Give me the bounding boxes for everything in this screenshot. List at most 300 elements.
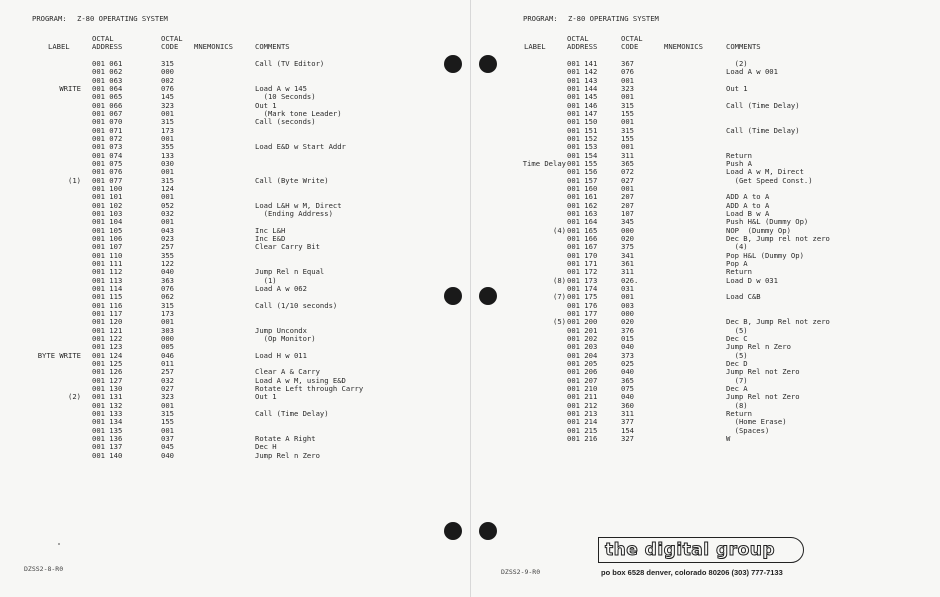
row-comment: (10 Seconds) bbox=[255, 92, 316, 102]
row-code: 001 bbox=[621, 92, 634, 102]
listing-row bbox=[471, 218, 940, 226]
row-comment: NOP (Dummy Op) bbox=[726, 225, 791, 235]
listing-row bbox=[0, 377, 470, 385]
listing-row bbox=[471, 260, 940, 268]
listing-row bbox=[0, 302, 470, 310]
row-address: 001 147 bbox=[567, 108, 598, 118]
row-code: 001 bbox=[161, 108, 174, 118]
row-code: 363 bbox=[161, 275, 174, 285]
row-comment: Out 1 bbox=[726, 83, 748, 93]
row-address: 001 175 bbox=[567, 292, 598, 302]
listing-row bbox=[0, 435, 470, 443]
listing-row bbox=[0, 243, 470, 251]
brand-logo-text: the digital group bbox=[605, 540, 776, 560]
listing-row bbox=[0, 143, 470, 151]
row-address: 001 134 bbox=[92, 417, 123, 427]
row-code: 001 bbox=[621, 75, 634, 85]
listing-row bbox=[0, 268, 470, 276]
header-label: LABEL bbox=[524, 42, 546, 51]
listing-row bbox=[0, 335, 470, 343]
row-address: 001 164 bbox=[567, 217, 598, 227]
row-code: 311 bbox=[621, 408, 634, 418]
row-code: 015 bbox=[621, 333, 634, 343]
listing-row bbox=[471, 335, 940, 343]
row-address: 001 177 bbox=[567, 308, 598, 318]
row-address: 001 100 bbox=[92, 183, 123, 193]
row-address: 001 066 bbox=[92, 100, 123, 110]
row-address: 001 062 bbox=[92, 67, 123, 77]
row-comment: Out 1 bbox=[255, 392, 277, 402]
row-address: 001 102 bbox=[92, 200, 123, 210]
header-octal-code-top: OCTAL bbox=[161, 34, 183, 43]
row-comment: Load A w 001 bbox=[726, 67, 778, 77]
header-code: CODE bbox=[161, 42, 179, 51]
row-code: 323 bbox=[161, 392, 174, 402]
listing-row bbox=[0, 218, 470, 226]
row-address: 001 127 bbox=[92, 375, 123, 385]
row-comment: ADD A to A bbox=[726, 192, 770, 202]
row-comment: Dec A bbox=[726, 383, 748, 393]
row-code: 257 bbox=[161, 242, 174, 252]
row-comment: (Ending Address) bbox=[255, 208, 333, 218]
row-code: 001 bbox=[621, 142, 634, 152]
row-code: 001 bbox=[161, 425, 174, 435]
row-address: 001 110 bbox=[92, 250, 123, 260]
row-address: 001 174 bbox=[567, 283, 598, 293]
row-comment: W bbox=[726, 433, 731, 443]
row-comment: Jump Rel n Zero bbox=[255, 450, 320, 460]
row-code: 076 bbox=[161, 83, 174, 93]
row-address: 001 143 bbox=[567, 75, 598, 85]
row-code: 000 bbox=[161, 67, 174, 77]
row-comment: (Op Monitor) bbox=[255, 333, 316, 343]
row-address: 001 124 bbox=[92, 350, 123, 360]
listing-rows bbox=[471, 60, 940, 480]
row-address: 001 140 bbox=[92, 450, 123, 460]
row-code: 052 bbox=[161, 200, 174, 210]
row-comment: Load C&B bbox=[726, 292, 761, 302]
row-address: 001 141 bbox=[567, 59, 598, 68]
row-label: WRITE bbox=[59, 83, 81, 93]
row-comment: Out 1 bbox=[255, 100, 277, 110]
row-address: 001 130 bbox=[92, 383, 123, 393]
row-code: 360 bbox=[621, 400, 634, 410]
row-label: BYTE WRITE bbox=[37, 350, 81, 360]
row-label: (8) bbox=[553, 275, 566, 285]
row-address: 001 163 bbox=[567, 208, 598, 218]
footer-page-code: DZSS2-8-R0 bbox=[24, 565, 64, 573]
row-address: 001 103 bbox=[92, 208, 123, 218]
listing-row bbox=[471, 393, 940, 401]
row-address: 001 122 bbox=[92, 333, 123, 343]
row-code: 000 bbox=[621, 225, 634, 235]
row-comment: (Home Erase) bbox=[726, 417, 787, 427]
row-address: 001 123 bbox=[92, 342, 123, 352]
listing-rows bbox=[0, 60, 470, 500]
listing-row bbox=[471, 93, 940, 101]
row-address: 001 171 bbox=[567, 258, 598, 268]
row-comment: Push A bbox=[726, 158, 752, 168]
punch-hole bbox=[479, 522, 497, 540]
row-address: 001 146 bbox=[567, 100, 598, 110]
listing-row bbox=[471, 160, 940, 168]
row-address: 001 150 bbox=[567, 117, 598, 127]
row-code: 001 bbox=[161, 400, 174, 410]
row-code: 154 bbox=[621, 425, 634, 435]
row-address: 001 063 bbox=[92, 75, 123, 85]
row-comment: (7) bbox=[726, 375, 748, 385]
row-code: 315 bbox=[161, 175, 174, 185]
listing-row bbox=[0, 427, 470, 435]
listing-row bbox=[471, 227, 940, 235]
row-address: 001 065 bbox=[92, 92, 123, 102]
row-comment: (5) bbox=[726, 350, 748, 360]
row-code: 001 bbox=[161, 167, 174, 177]
listing-row bbox=[471, 285, 940, 293]
brand-address: po box 6528 denver, colorado 80206 (303) 777-7133 bbox=[601, 568, 783, 577]
row-address: 001 166 bbox=[567, 233, 598, 243]
row-code: 030 bbox=[161, 158, 174, 168]
row-code: 315 bbox=[621, 100, 634, 110]
listing-row bbox=[0, 452, 470, 460]
row-code: 001 bbox=[621, 292, 634, 302]
row-code: 027 bbox=[621, 175, 634, 185]
listing-row bbox=[471, 368, 940, 376]
row-code: 045 bbox=[161, 442, 174, 452]
row-address: 001 070 bbox=[92, 117, 123, 127]
row-code: 062 bbox=[161, 292, 174, 302]
row-address: 001 071 bbox=[92, 125, 123, 135]
row-address: 001 072 bbox=[92, 133, 123, 143]
row-comment: (5) bbox=[726, 325, 748, 335]
row-address: 001 116 bbox=[92, 300, 123, 310]
row-code: 376 bbox=[621, 325, 634, 335]
row-label: (5) bbox=[553, 317, 566, 327]
row-comment: Return bbox=[726, 267, 752, 277]
row-address: 001 200 bbox=[567, 317, 598, 327]
listing-row bbox=[471, 318, 940, 326]
listing-row bbox=[471, 435, 940, 443]
header-comments: COMMENTS bbox=[726, 42, 761, 51]
row-address: 001 154 bbox=[567, 150, 598, 160]
listing-row bbox=[471, 302, 940, 310]
listing-row bbox=[0, 235, 470, 243]
row-code: 315 bbox=[621, 125, 634, 135]
listing-row bbox=[471, 235, 940, 243]
row-comment: Call (Time Delay) bbox=[726, 125, 800, 135]
row-address: 001 203 bbox=[567, 342, 598, 352]
row-comment: Load A w M, using E&D bbox=[255, 375, 346, 385]
row-code: 311 bbox=[621, 150, 634, 160]
row-code: 040 bbox=[621, 342, 634, 352]
row-code: 076 bbox=[161, 283, 174, 293]
row-code: 023 bbox=[161, 233, 174, 243]
row-address: 001 076 bbox=[92, 167, 123, 177]
row-code: 003 bbox=[621, 300, 634, 310]
listing-row bbox=[471, 177, 940, 185]
row-address: 001 201 bbox=[567, 325, 598, 335]
listing-row bbox=[0, 152, 470, 160]
row-comment: Pop A bbox=[726, 258, 748, 268]
listing-row bbox=[0, 260, 470, 268]
listing-row bbox=[471, 277, 940, 285]
listing-row bbox=[0, 360, 470, 368]
row-address: 001 160 bbox=[567, 183, 598, 193]
row-address: 001 064 bbox=[92, 83, 123, 93]
row-code: 020 bbox=[621, 233, 634, 243]
row-address: 001 142 bbox=[567, 67, 598, 77]
row-address: 001 113 bbox=[92, 275, 123, 285]
listing-row bbox=[0, 285, 470, 293]
listing-row bbox=[0, 68, 470, 76]
listing-row bbox=[471, 352, 940, 360]
row-code: 373 bbox=[621, 350, 634, 360]
paper-speck bbox=[58, 543, 60, 545]
row-comment: Jump Rel not Zero bbox=[726, 392, 800, 402]
row-comment: Return bbox=[726, 150, 752, 160]
listing-row bbox=[0, 368, 470, 376]
row-address: 001 165 bbox=[567, 225, 598, 235]
listing-row bbox=[471, 402, 940, 410]
listing-row bbox=[471, 360, 940, 368]
row-address: 001 202 bbox=[567, 333, 598, 343]
listing-row bbox=[0, 227, 470, 235]
listing-row bbox=[0, 410, 470, 418]
row-code: 207 bbox=[621, 192, 634, 202]
listing-row bbox=[0, 210, 470, 218]
listing-row bbox=[471, 377, 940, 385]
row-label: (2) bbox=[68, 392, 81, 402]
listing-row bbox=[471, 343, 940, 351]
listing-row bbox=[471, 60, 940, 68]
listing-row bbox=[0, 327, 470, 335]
header-mnemonics: MNEMONICS bbox=[664, 42, 703, 51]
row-label: (7) bbox=[553, 292, 566, 302]
listing-row bbox=[471, 168, 940, 176]
row-address: 001 173 bbox=[567, 275, 598, 285]
row-code: 355 bbox=[161, 250, 174, 260]
row-comment: Jump Uncondx bbox=[255, 325, 307, 335]
row-code: 001 bbox=[161, 133, 174, 143]
listing-row bbox=[0, 252, 470, 260]
listing-row bbox=[471, 185, 940, 193]
listing-row bbox=[471, 143, 940, 151]
row-comment: Load D w 031 bbox=[726, 275, 778, 285]
row-address: 001 106 bbox=[92, 233, 123, 243]
row-address: 001 117 bbox=[92, 308, 123, 318]
listing-row bbox=[0, 135, 470, 143]
row-address: 001 104 bbox=[92, 217, 123, 227]
listing-row bbox=[0, 202, 470, 210]
row-comment: Load L&H w M, Direct bbox=[255, 200, 342, 210]
row-address: 001 137 bbox=[92, 442, 123, 452]
header-label: LABEL bbox=[48, 42, 70, 51]
row-address: 001 215 bbox=[567, 425, 598, 435]
row-code: 341 bbox=[621, 250, 634, 260]
row-address: 001 157 bbox=[567, 175, 598, 185]
row-address: 001 213 bbox=[567, 408, 598, 418]
row-code: 173 bbox=[161, 308, 174, 318]
row-code: 002 bbox=[161, 75, 174, 85]
row-code: 345 bbox=[621, 217, 634, 227]
row-code: 133 bbox=[161, 150, 174, 160]
row-address: 001 170 bbox=[567, 250, 598, 260]
listing-row bbox=[471, 427, 940, 435]
row-code: 311 bbox=[621, 267, 634, 277]
listing-row bbox=[471, 252, 940, 260]
row-address: 001 161 bbox=[567, 192, 598, 202]
listing-row bbox=[0, 185, 470, 193]
listing-row bbox=[0, 177, 470, 185]
listing-row bbox=[0, 393, 470, 401]
row-code: 001 bbox=[161, 317, 174, 327]
program-label: PROGRAM: bbox=[523, 14, 558, 23]
row-address: 001 205 bbox=[567, 358, 598, 368]
row-code: 040 bbox=[621, 367, 634, 377]
row-code: 075 bbox=[621, 383, 634, 393]
row-comment: (4) bbox=[726, 242, 748, 252]
listing-row bbox=[471, 310, 940, 318]
row-comment: Call (seconds) bbox=[255, 117, 316, 127]
listing-row bbox=[471, 85, 940, 93]
row-code: 000 bbox=[621, 308, 634, 318]
listing-row bbox=[0, 127, 470, 135]
row-code: 072 bbox=[621, 167, 634, 177]
listing-row bbox=[471, 327, 940, 335]
row-code: 375 bbox=[621, 242, 634, 252]
listing-row bbox=[471, 410, 940, 418]
row-address: 001 114 bbox=[92, 283, 123, 293]
row-code: 107 bbox=[621, 208, 634, 218]
listing-row bbox=[471, 385, 940, 393]
listing-row bbox=[0, 60, 470, 68]
row-code: 005 bbox=[161, 342, 174, 352]
row-address: 001 077 bbox=[92, 175, 123, 185]
row-address: 001 126 bbox=[92, 367, 123, 377]
listing-row bbox=[0, 443, 470, 451]
row-comment: (Mark tone Leader) bbox=[255, 108, 342, 118]
listing-row bbox=[471, 110, 940, 118]
row-address: 001 214 bbox=[567, 417, 598, 427]
row-code: 315 bbox=[161, 117, 174, 127]
punch-hole bbox=[444, 287, 462, 305]
listing-row bbox=[471, 418, 940, 426]
row-address: 001 156 bbox=[567, 167, 598, 177]
header-octal-code-top: OCTAL bbox=[621, 34, 643, 43]
row-code: 032 bbox=[161, 375, 174, 385]
row-address: 001 112 bbox=[92, 267, 123, 277]
row-code: 124 bbox=[161, 183, 174, 193]
row-code: 365 bbox=[621, 375, 634, 385]
row-comment: Load B w A bbox=[726, 208, 770, 218]
row-comment: Inc L&H bbox=[255, 225, 286, 235]
row-comment: Dec B, Jump rel not zero bbox=[726, 233, 830, 243]
program-label: PROGRAM: bbox=[32, 14, 67, 23]
listing-row bbox=[0, 118, 470, 126]
row-code: 026. bbox=[621, 275, 639, 285]
row-label: (4) bbox=[553, 225, 566, 235]
row-code: 303 bbox=[161, 325, 174, 335]
footer-page-code: DZSS2-9-R0 bbox=[501, 568, 541, 576]
row-address: 001 073 bbox=[92, 142, 123, 152]
row-comment: Load A w M, Direct bbox=[726, 167, 804, 177]
row-code: 207 bbox=[621, 200, 634, 210]
row-code: 043 bbox=[161, 225, 174, 235]
listing-row bbox=[0, 277, 470, 285]
row-code: 025 bbox=[621, 358, 634, 368]
row-address: 001 125 bbox=[92, 358, 123, 368]
row-address: 001 206 bbox=[567, 367, 598, 377]
row-comment: Inc E&D bbox=[255, 233, 286, 243]
row-address: 001 120 bbox=[92, 317, 123, 327]
header-octal-address-top: OCTAL bbox=[92, 34, 114, 43]
row-address: 001 107 bbox=[92, 242, 123, 252]
row-code: 000 bbox=[161, 333, 174, 343]
row-address: 001 121 bbox=[92, 325, 123, 335]
row-code: 040 bbox=[161, 267, 174, 277]
punch-hole bbox=[444, 55, 462, 73]
row-code: 001 bbox=[161, 217, 174, 227]
row-code: 323 bbox=[161, 100, 174, 110]
row-address: 001 162 bbox=[567, 200, 598, 210]
row-address: 001 131 bbox=[92, 392, 123, 402]
row-address: 001 167 bbox=[567, 242, 598, 252]
row-comment: Load E&D w Start Addr bbox=[255, 142, 346, 152]
row-code: 031 bbox=[621, 283, 634, 293]
listing-row bbox=[471, 243, 940, 251]
row-code: 355 bbox=[161, 142, 174, 152]
row-address: 001 132 bbox=[92, 400, 123, 410]
row-comment: (8) bbox=[726, 400, 748, 410]
row-comment: Load A w 145 bbox=[255, 83, 307, 93]
row-comment: Call (Time Delay) bbox=[726, 100, 800, 110]
header-mnemonics: MNEMONICS bbox=[194, 42, 233, 51]
row-address: 001 151 bbox=[567, 125, 598, 135]
listing-row bbox=[0, 93, 470, 101]
row-code: 076 bbox=[621, 67, 634, 77]
row-code: 377 bbox=[621, 417, 634, 427]
listing-row bbox=[471, 202, 940, 210]
row-comment: Rotate A Right bbox=[255, 433, 316, 443]
punch-hole bbox=[479, 287, 497, 305]
row-code: 040 bbox=[161, 450, 174, 460]
listing-row bbox=[0, 310, 470, 318]
row-address: 001 111 bbox=[92, 258, 123, 268]
listing-row bbox=[471, 210, 940, 218]
row-comment: Clear A & Carry bbox=[255, 367, 320, 377]
row-comment: Dec B, Jump Rel not zero bbox=[726, 317, 830, 327]
listing-row bbox=[471, 127, 940, 135]
listing-row bbox=[0, 193, 470, 201]
row-comment: Call (Byte Write) bbox=[255, 175, 329, 185]
punch-hole bbox=[444, 522, 462, 540]
row-address: 001 152 bbox=[567, 133, 598, 143]
row-comment: Push H&L (Dummy Op) bbox=[726, 217, 809, 227]
row-address: 001 145 bbox=[567, 92, 598, 102]
row-comment: Dec D bbox=[726, 358, 748, 368]
row-code: 323 bbox=[621, 83, 634, 93]
header-address: ADDRESS bbox=[92, 42, 123, 51]
row-code: 046 bbox=[161, 350, 174, 360]
row-code: 155 bbox=[161, 417, 174, 427]
row-address: 001 075 bbox=[92, 158, 123, 168]
row-comment: Return bbox=[726, 408, 752, 418]
row-comment: Load A w 062 bbox=[255, 283, 307, 293]
row-address: 001 133 bbox=[92, 408, 123, 418]
listing-row bbox=[471, 118, 940, 126]
row-code: 122 bbox=[161, 258, 174, 268]
row-address: 001 135 bbox=[92, 425, 123, 435]
